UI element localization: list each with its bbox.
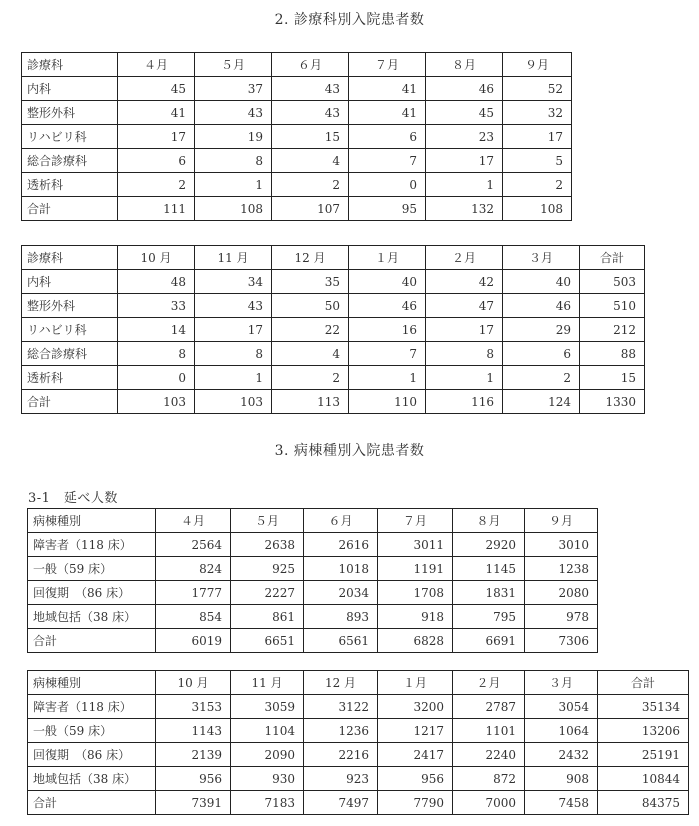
row-label: リハビリ科 [22,125,118,149]
row-label: 障害者（118 床） [28,533,156,557]
value-cell: 2 [503,366,580,390]
column-header: ８月 [426,53,503,77]
table-row [28,743,689,767]
value-cell: 95 [349,197,426,221]
value-cell: 43 [272,77,349,101]
row-label: 地域包括（38 床） [28,605,156,629]
value-cell: 3200 [378,695,453,719]
column-header: ６月 [304,509,378,533]
column-header: ７月 [378,509,453,533]
value-cell: 930 [231,767,304,791]
table-row [22,101,572,125]
column-header: ２月 [426,246,503,270]
value-cell: 113 [272,390,349,414]
row-label: 地域包括（38 床） [28,767,156,791]
value-cell: 41 [118,101,195,125]
value-cell: 108 [503,197,572,221]
value-cell: 8 [118,342,195,366]
value-cell: 510 [580,294,645,318]
column-header: ７月 [349,53,426,77]
value-cell: 110 [349,390,426,414]
table-row [28,695,689,719]
value-cell: 1104 [231,719,304,743]
column-header: 10 月 [156,671,231,695]
value-cell: 17 [195,318,272,342]
table-row [22,318,645,342]
column-header: ６月 [272,53,349,77]
value-cell: 48 [118,270,195,294]
header-row [22,246,645,270]
value-cell: 854 [156,605,231,629]
table-row [28,767,689,791]
column-header: 12 月 [272,246,349,270]
value-cell: 50 [272,294,349,318]
table-row [22,366,645,390]
value-cell: 956 [156,767,231,791]
value-cell: 2 [503,173,572,197]
value-cell: 8 [195,149,272,173]
value-cell: 1143 [156,719,231,743]
value-cell: 2216 [304,743,378,767]
table-row [22,173,572,197]
value-cell: 25191 [598,743,689,767]
value-cell: 1 [195,366,272,390]
value-cell: 1217 [378,719,453,743]
table-row [28,557,598,581]
value-cell: 2432 [525,743,598,767]
value-cell: 872 [453,767,525,791]
table-row [22,197,572,221]
value-cell: 1101 [453,719,525,743]
row-label: 合計 [22,390,118,414]
column-header: 合計 [580,246,645,270]
value-cell: 17 [426,149,503,173]
value-cell: 3059 [231,695,304,719]
ward-type-days-table-h1 [27,508,598,653]
value-cell: 2080 [525,581,598,605]
row-label: 整形外科 [22,101,118,125]
value-cell: 6019 [156,629,231,653]
value-cell: 6651 [231,629,304,653]
value-cell: 1 [195,173,272,197]
value-cell: 3010 [525,533,598,557]
value-cell: 46 [426,77,503,101]
value-cell: 2090 [231,743,304,767]
value-cell: 1191 [378,557,453,581]
value-cell: 17 [426,318,503,342]
table-row [28,581,598,605]
section-3-title: 3. 病棟種別入院患者数 [274,443,425,459]
row-label: 透析科 [22,366,118,390]
value-cell: 7 [349,149,426,173]
value-cell: 1777 [156,581,231,605]
value-cell: 2 [118,173,195,197]
value-cell: 35134 [598,695,689,719]
column-header: １月 [378,671,453,695]
value-cell: 13206 [598,719,689,743]
value-cell: 0 [349,173,426,197]
value-cell: 46 [503,294,580,318]
value-cell: 8 [426,342,503,366]
value-cell: 2787 [453,695,525,719]
value-cell: 893 [304,605,378,629]
value-cell: 42 [426,270,503,294]
value-cell: 2240 [453,743,525,767]
column-header: ４月 [118,53,195,77]
row-label: 合計 [22,197,118,221]
value-cell: 5 [503,149,572,173]
value-cell: 41 [349,77,426,101]
table-row [22,342,645,366]
value-cell: 45 [426,101,503,125]
row-label-header: 病棟種別 [28,671,156,695]
value-cell: 7391 [156,791,231,815]
value-cell: 6 [349,125,426,149]
row-label: リハビリ科 [22,318,118,342]
row-label-header: 病棟種別 [28,509,156,533]
header-row [28,509,598,533]
value-cell: 40 [349,270,426,294]
value-cell: 795 [453,605,525,629]
value-cell: 15 [272,125,349,149]
value-cell: 111 [118,197,195,221]
value-cell: 1238 [525,557,598,581]
column-header: ３月 [525,671,598,695]
column-header: 11 月 [195,246,272,270]
value-cell: 1330 [580,390,645,414]
value-cell: 4 [272,149,349,173]
header-row [22,53,572,77]
row-label-header: 診療科 [22,53,118,77]
value-cell: 1 [426,173,503,197]
table-row [22,149,572,173]
value-cell: 7790 [378,791,453,815]
value-cell: 212 [580,318,645,342]
value-cell: 17 [118,125,195,149]
value-cell: 2 [272,366,349,390]
value-cell: 3054 [525,695,598,719]
column-header: 10 月 [118,246,195,270]
row-label: 合計 [28,791,156,815]
column-header: 11 月 [231,671,304,695]
row-label: 総合診療科 [22,149,118,173]
value-cell: 7458 [525,791,598,815]
value-cell: 7306 [525,629,598,653]
value-cell: 7183 [231,791,304,815]
value-cell: 107 [272,197,349,221]
value-cell: 3122 [304,695,378,719]
row-label: 総合診療科 [22,342,118,366]
value-cell: 956 [378,767,453,791]
value-cell: 33 [118,294,195,318]
value-cell: 40 [503,270,580,294]
value-cell: 52 [503,77,572,101]
column-header: ２月 [453,671,525,695]
value-cell: 8 [195,342,272,366]
value-cell: 108 [195,197,272,221]
row-label: 一般（59 床） [28,719,156,743]
value-cell: 3011 [378,533,453,557]
value-cell: 43 [195,101,272,125]
row-label: 内科 [22,270,118,294]
value-cell: 1 [426,366,503,390]
value-cell: 824 [156,557,231,581]
header-row [28,671,689,695]
row-label-header: 診療科 [22,246,118,270]
value-cell: 29 [503,318,580,342]
value-cell: 1 [349,366,426,390]
value-cell: 16 [349,318,426,342]
column-header: ５月 [231,509,304,533]
value-cell: 1708 [378,581,453,605]
row-label: 合計 [28,629,156,653]
table-row [22,270,645,294]
value-cell: 84375 [598,791,689,815]
department-admissions-table-h2 [21,245,645,414]
value-cell: 6691 [453,629,525,653]
value-cell: 2417 [378,743,453,767]
value-cell: 908 [525,767,598,791]
table-row [22,77,572,101]
table-row [22,390,645,414]
row-label: 透析科 [22,173,118,197]
value-cell: 7000 [453,791,525,815]
value-cell: 34 [195,270,272,294]
value-cell: 46 [349,294,426,318]
column-header: 12 月 [304,671,378,695]
table-row [22,125,572,149]
value-cell: 6 [503,342,580,366]
value-cell: 2139 [156,743,231,767]
value-cell: 2227 [231,581,304,605]
value-cell: 32 [503,101,572,125]
column-header: ３月 [503,246,580,270]
value-cell: 6 [118,149,195,173]
value-cell: 1064 [525,719,598,743]
value-cell: 2034 [304,581,378,605]
value-cell: 41 [349,101,426,125]
value-cell: 861 [231,605,304,629]
value-cell: 2638 [231,533,304,557]
table-row [28,719,689,743]
value-cell: 0 [118,366,195,390]
value-cell: 37 [195,77,272,101]
section-3-1-subtitle: 3-1 延べ人数 [28,491,118,506]
section-2-title: 2. 診療科別入院患者数 [274,12,425,28]
ward-type-days-table-h2 [27,670,689,815]
value-cell: 925 [231,557,304,581]
row-label: 一般（59 床） [28,557,156,581]
value-cell: 15 [580,366,645,390]
value-cell: 116 [426,390,503,414]
value-cell: 22 [272,318,349,342]
value-cell: 43 [272,101,349,125]
value-cell: 19 [195,125,272,149]
table-row [28,605,598,629]
row-label: 障害者（118 床） [28,695,156,719]
row-label: 回復期 （86 床） [28,743,156,767]
value-cell: 2616 [304,533,378,557]
value-cell: 978 [525,605,598,629]
value-cell: 1236 [304,719,378,743]
value-cell: 88 [580,342,645,366]
value-cell: 23 [426,125,503,149]
column-header: 合計 [598,671,689,695]
value-cell: 7 [349,342,426,366]
value-cell: 14 [118,318,195,342]
value-cell: 6828 [378,629,453,653]
value-cell: 103 [118,390,195,414]
value-cell: 2564 [156,533,231,557]
column-header: ９月 [525,509,598,533]
value-cell: 132 [426,197,503,221]
department-admissions-table-h1 [21,52,572,221]
value-cell: 6561 [304,629,378,653]
value-cell: 918 [378,605,453,629]
value-cell: 43 [195,294,272,318]
table-row [22,294,645,318]
table-row [28,791,689,815]
column-header: ４月 [156,509,231,533]
value-cell: 47 [426,294,503,318]
value-cell: 2 [272,173,349,197]
column-header: ９月 [503,53,572,77]
column-header: ８月 [453,509,525,533]
value-cell: 17 [503,125,572,149]
value-cell: 1018 [304,557,378,581]
value-cell: 45 [118,77,195,101]
value-cell: 3153 [156,695,231,719]
value-cell: 923 [304,767,378,791]
value-cell: 124 [503,390,580,414]
column-header: ５月 [195,53,272,77]
row-label: 内科 [22,77,118,101]
table-row [28,629,598,653]
value-cell: 1145 [453,557,525,581]
value-cell: 503 [580,270,645,294]
value-cell: 10844 [598,767,689,791]
table-row [28,533,598,557]
value-cell: 4 [272,342,349,366]
value-cell: 103 [195,390,272,414]
row-label: 整形外科 [22,294,118,318]
row-label: 回復期 （86 床） [28,581,156,605]
value-cell: 1831 [453,581,525,605]
value-cell: 2920 [453,533,525,557]
column-header: １月 [349,246,426,270]
value-cell: 7497 [304,791,378,815]
value-cell: 35 [272,270,349,294]
